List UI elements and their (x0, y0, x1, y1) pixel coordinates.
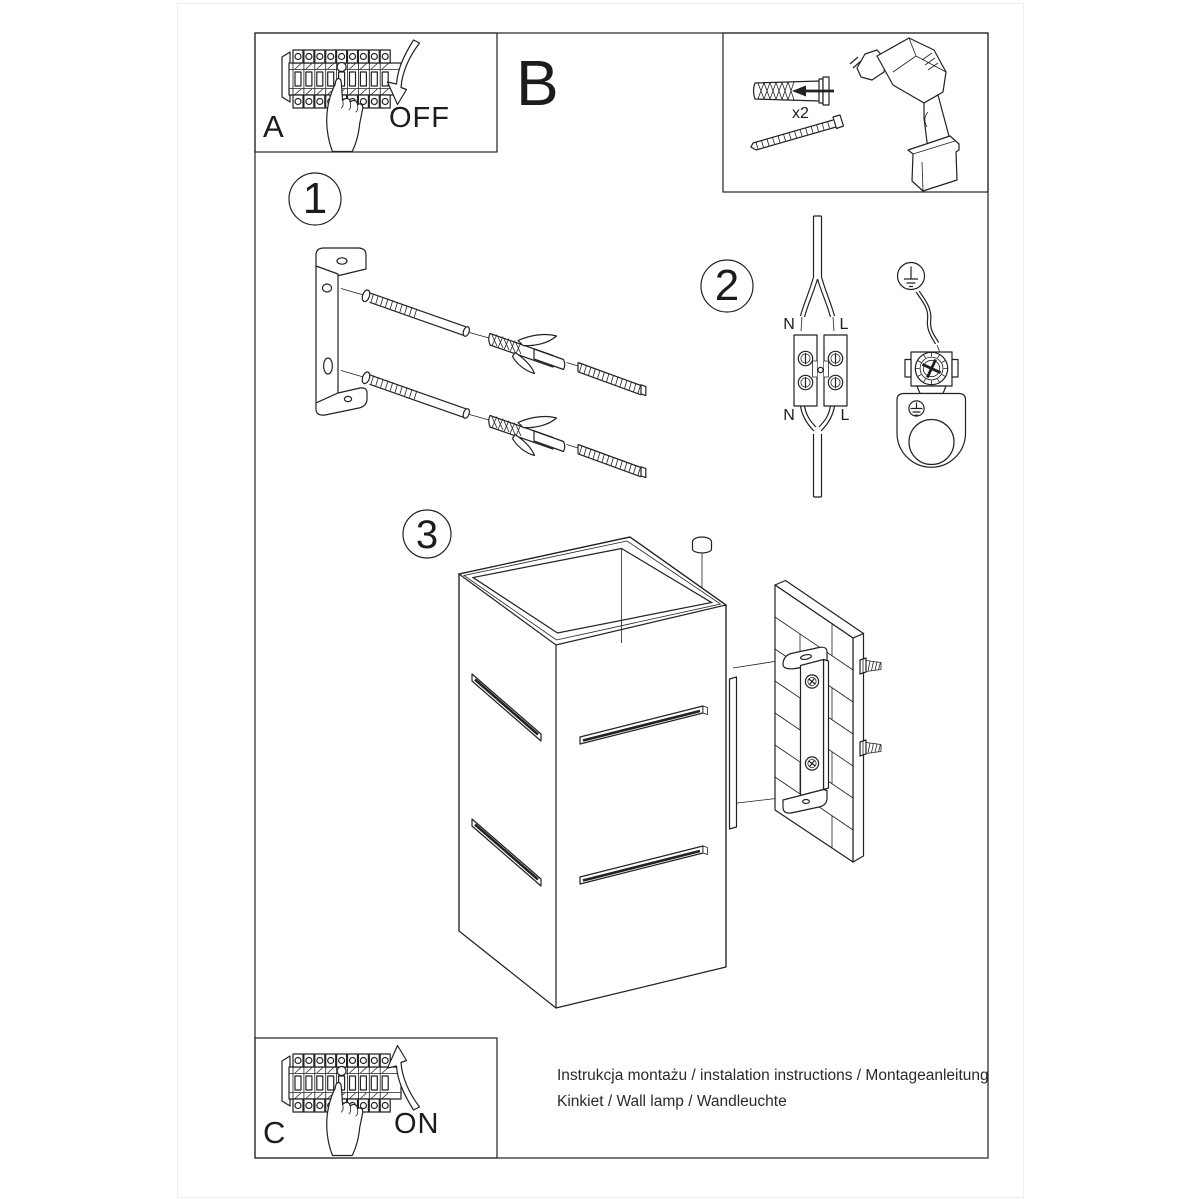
footer-text (557, 1063, 989, 1114)
wire-label-n-bottom: N (783, 407, 795, 424)
lamp-body-drawing (459, 537, 737, 1008)
panel-c-letter: C (263, 1115, 286, 1150)
panel-b-tools (751, 38, 959, 191)
wire-label-l-bottom: L (840, 407, 850, 424)
anchor-quantity-label: x2 (792, 105, 809, 122)
footer-line-1: Instrukcja montażu / instalation instructions / Montageanleitung (557, 1067, 989, 1084)
step-3-drawing (403, 510, 881, 1008)
panel-a-letter: A (263, 109, 284, 144)
wire-label-l-top: L (839, 316, 849, 333)
power-cable-drawing (801, 216, 835, 331)
panel-a-off-label: OFF (389, 102, 450, 134)
step-2-number: 2 (714, 261, 740, 310)
wire-label-n-top: N (783, 316, 795, 333)
step-1-drawing (289, 173, 646, 478)
step-1-number: 1 (302, 174, 328, 223)
wall-plug-icon (754, 77, 835, 105)
step-2-drawing (701, 216, 966, 497)
panel-a-breaker-off (282, 40, 420, 152)
ground-symbol-icon (898, 263, 925, 290)
ground-terminal-drawing (897, 291, 966, 467)
drill-icon (850, 38, 959, 191)
step-3-number: 3 (415, 513, 439, 557)
panel-c-on-label: ON (394, 1108, 440, 1140)
mounting-bracket-drawing (316, 248, 367, 415)
section-b-letter: B (516, 47, 559, 119)
lamp-back-plate (730, 677, 737, 829)
footer-line-2: Kinkiet / Wall lamp / Wandleuchte (557, 1092, 787, 1110)
